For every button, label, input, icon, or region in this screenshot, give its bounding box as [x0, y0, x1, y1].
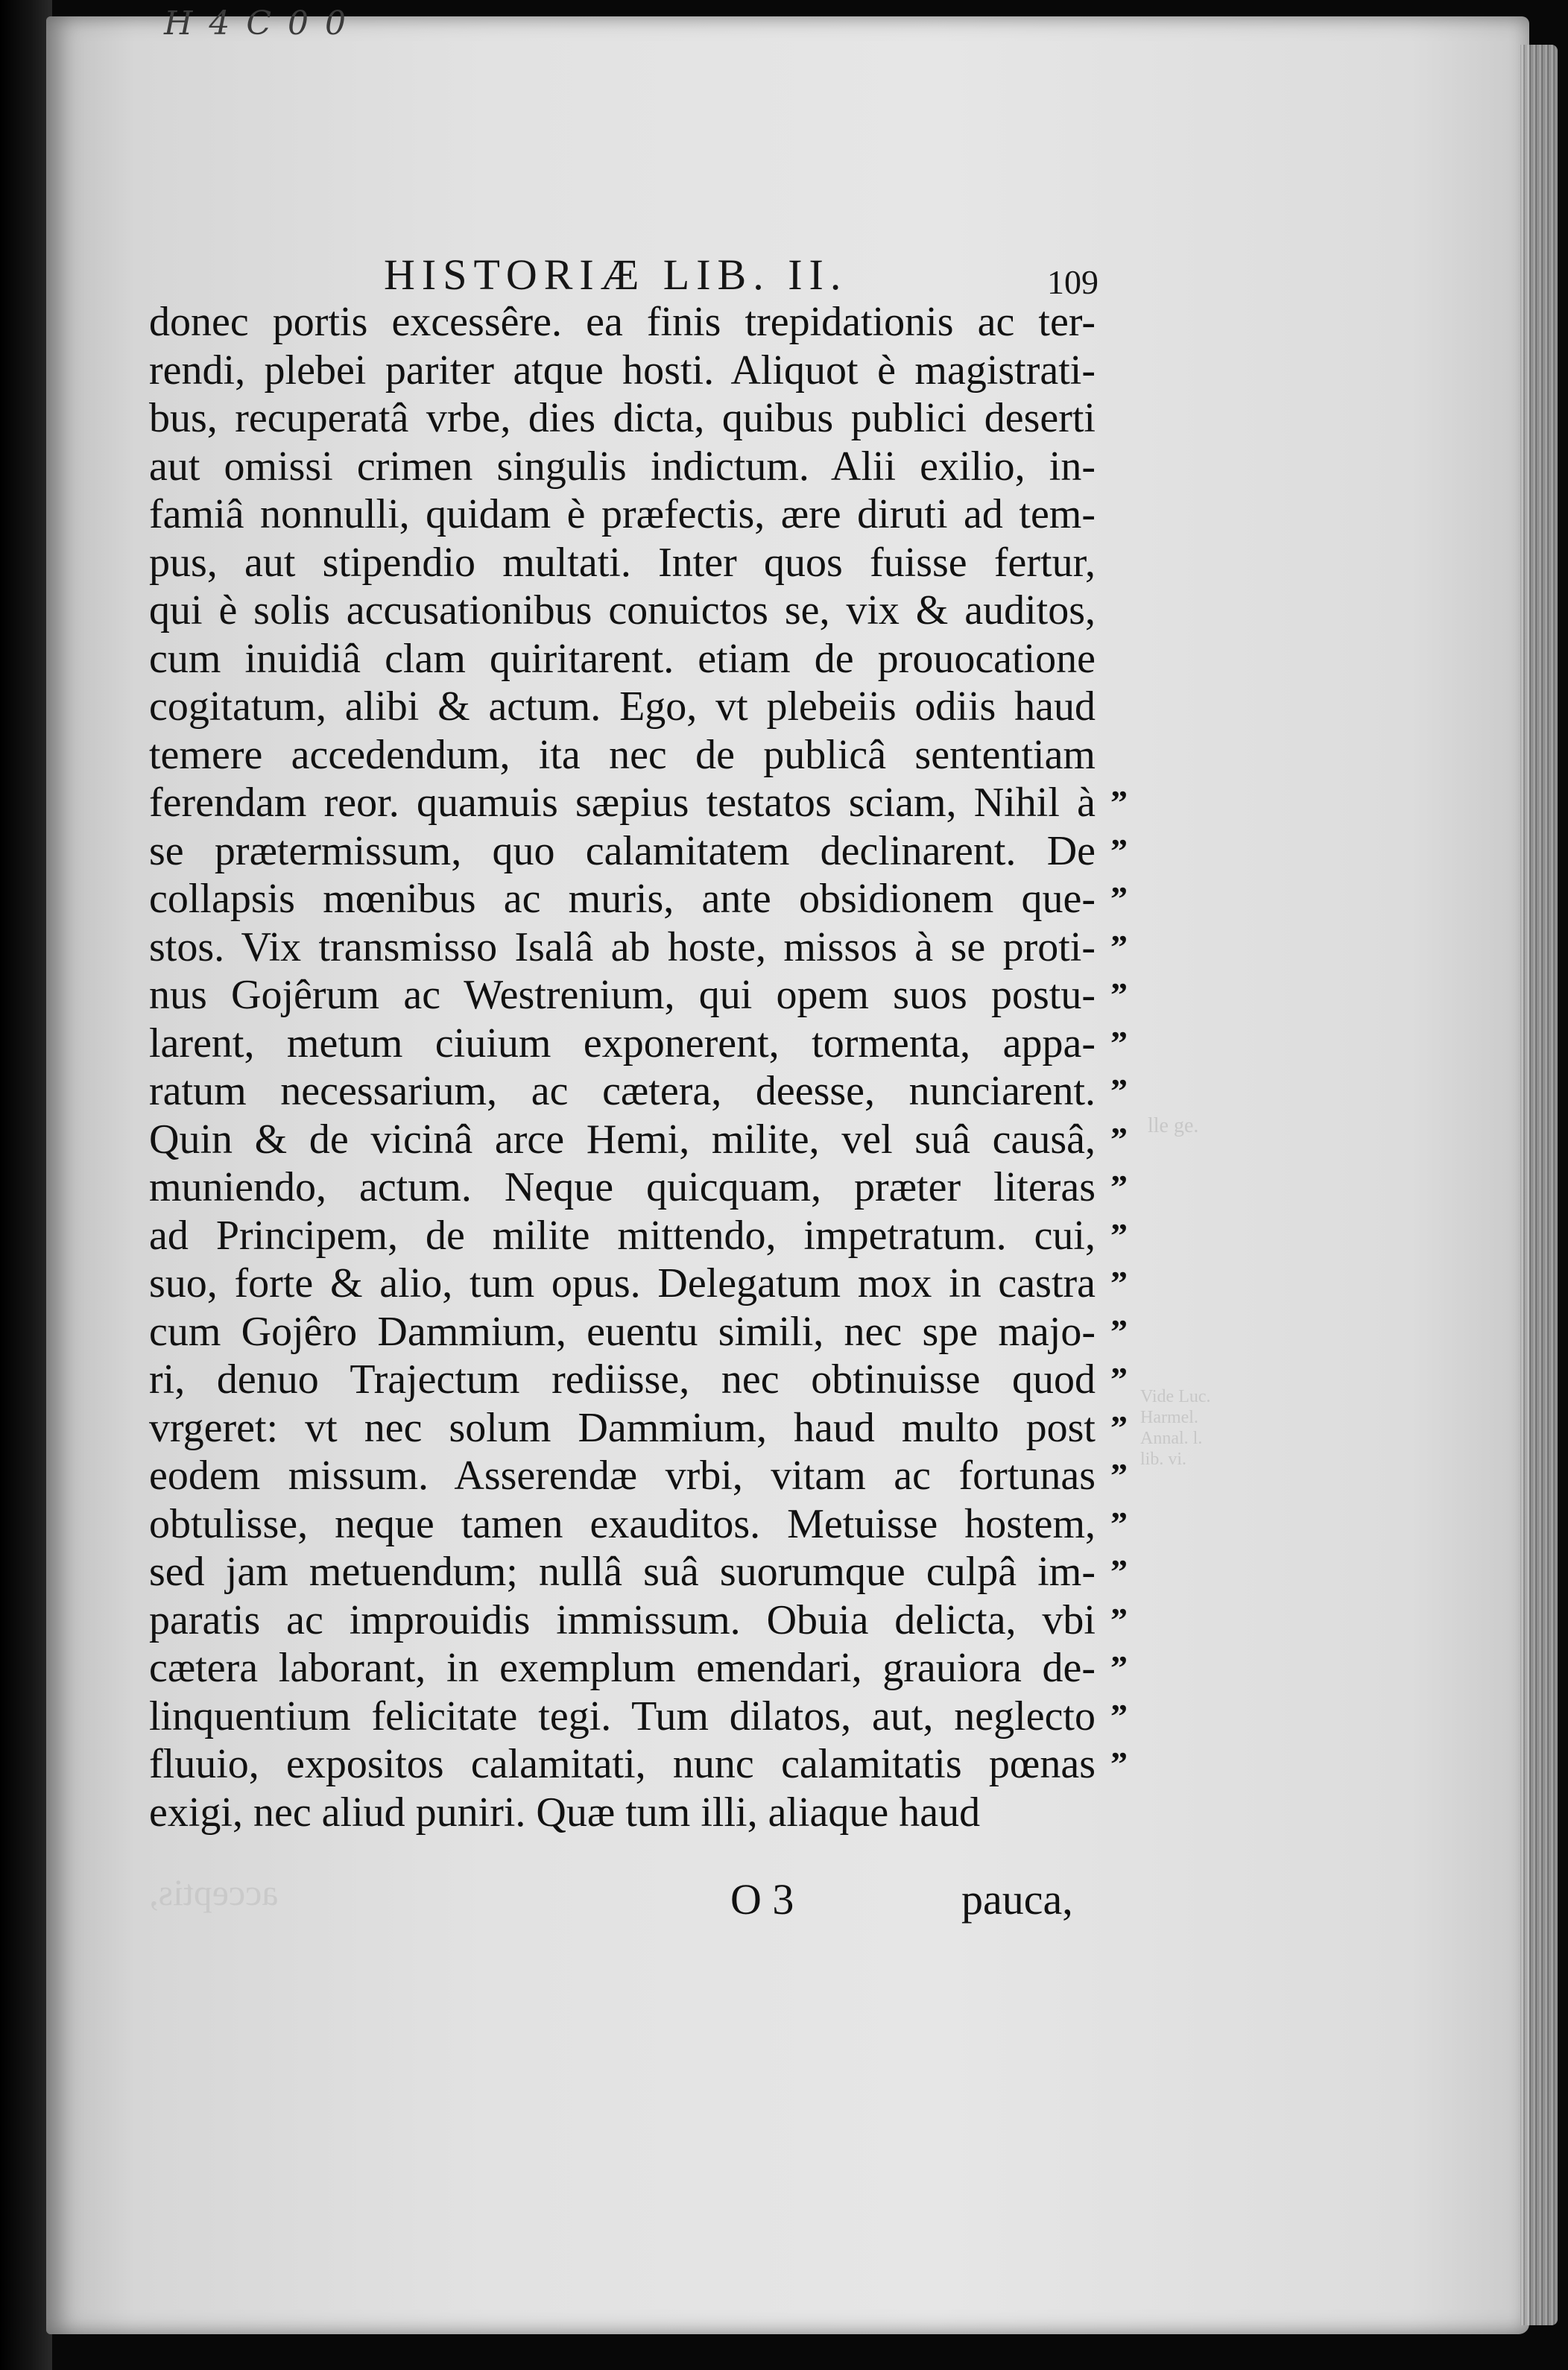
text-line: pus, aut stipendio multati. Inter quos fuisse fertur, — [149, 539, 1096, 586]
catchword: pauca, — [961, 1875, 1073, 1924]
quotation-mark: ” — [1110, 1696, 1128, 1735]
text-line: ferendam reor. quamuis sæpius testatos sciam, Nihil à ” — [149, 780, 1128, 826]
text-line: se prætermissum, quo calamitatem declinarent. De ” — [149, 827, 1128, 874]
text-line: cum Gojêro Dammium, euentu simili, nec spe majo- ” — [149, 1308, 1128, 1355]
text-line: Quin & de vicinâ arce Hemi, milite, vel suâ causâ, ” — [149, 1116, 1128, 1163]
quotation-mark: ” — [1110, 1360, 1128, 1398]
quotation-mark: ” — [1110, 1023, 1128, 1062]
text-line: ad Principem, de milite mittendo, impetratum. cui, ” — [149, 1212, 1128, 1259]
page-edges — [1520, 45, 1558, 2325]
shelfmark: H 4 C 0 0 — [164, 4, 349, 42]
text-line: cogitatum, alibi & actum. Ego, vt plebeiis odiis haud — [149, 683, 1096, 730]
text-line: exigi, nec aliud puniri. Quæ tum illi, aliaque haud — [149, 1789, 981, 1836]
quotation-mark: ” — [1110, 1456, 1128, 1494]
text-line: famiâ nonnulli, quidam è præfectis, ære diruti ad tem- — [149, 491, 1096, 537]
quotation-mark: ” — [1110, 1216, 1128, 1254]
show-through-margin-note: Vide Luc. Harmel. Annal. l. lib. vi. — [1140, 1387, 1211, 1469]
text-line: obtulisse, neque tamen exauditos. Metuisse hostem, ” — [149, 1500, 1128, 1547]
text-line: larent, metum ciuium exponerent, tormenta, appa- ” — [149, 1020, 1128, 1066]
quotation-mark: ” — [1110, 831, 1128, 870]
text-line: ratum necessarium, ac cætera, deesse, nunciarent. ” — [149, 1068, 1128, 1114]
text-line: bus, recuperatâ vrbe, dies dicta, quibus publici deserti — [149, 395, 1096, 441]
quotation-mark: ” — [1110, 1552, 1128, 1590]
quotation-mark: ” — [1110, 976, 1128, 1014]
text-line: paratis ac improuidis immissum. Obuia delicta, vbi ” — [149, 1596, 1128, 1643]
folio-number: 109 — [1047, 263, 1098, 301]
text-line: linquentium felicitate tegi. Tum dilatos, aut, neglecto ” — [149, 1693, 1128, 1739]
running-title: HISTORIÆ LIB. II. — [384, 250, 848, 299]
quotation-mark: ” — [1110, 1312, 1128, 1350]
show-through-margin: lle ge. — [1148, 1114, 1199, 1137]
quotation-mark: ” — [1110, 1168, 1128, 1206]
quotation-mark: ” — [1110, 879, 1128, 917]
quotation-mark: ” — [1110, 1119, 1128, 1158]
text-line: muniendo, actum. Neque quicquam, præter literas ” — [149, 1164, 1128, 1210]
text-line: stos. Vix transmisso Isalâ ab hoste, missos à se proti- ” — [149, 923, 1128, 970]
text-line: vrgeret: vt nec solum Dammium, haud multo post ” — [149, 1404, 1128, 1451]
text-line: donec portis excessêre. ea finis trepidationis ac ter- — [149, 299, 1096, 345]
text-line: collapsis mœnibus ac muris, ante obsidionem que- ” — [149, 876, 1128, 922]
body-text — [149, 298, 1222, 1836]
quotation-mark: ” — [1110, 1649, 1128, 1687]
quotation-mark: ” — [1110, 1600, 1128, 1639]
show-through-bottom: acceptis, — [149, 1871, 279, 1913]
text-line: nus Gojêrum ac Westrenium, qui opem suos postu- ” — [149, 972, 1128, 1018]
text-line: qui è solis accusationibus conuictos se, vix & auditos, — [149, 587, 1096, 633]
text-line: fluuio, expositos calamitati, nunc calamitatis pœnas ” — [149, 1741, 1128, 1787]
text-line: cætera laborant, in exemplum emendari, grauiora de- ” — [149, 1645, 1128, 1691]
book-spine — [0, 0, 52, 2370]
text-line: rendi, plebei pariter atque hosti. Aliquot è magistrati- — [149, 347, 1096, 394]
quotation-mark: ” — [1110, 1408, 1128, 1447]
text-line: sed jam metuendum; nullâ suâ suorumque culpâ im- ” — [149, 1549, 1128, 1595]
quotation-mark: ” — [1110, 1264, 1128, 1302]
text-line: eodem missum. Asserendæ vrbi, vitam ac fortunas ” — [149, 1453, 1128, 1499]
quotation-mark: ” — [1110, 783, 1128, 821]
quotation-mark: ” — [1110, 927, 1128, 966]
text-line: suo, forte & alio, tum opus. Delegatum mox in castra ” — [149, 1260, 1128, 1306]
signature-mark: O 3 — [730, 1875, 794, 1924]
text-line: ri, denuo Trajectum rediisse, nec obtinuisse quod ” — [149, 1356, 1128, 1403]
text-line: cum inuidiâ clam quiritarent. etiam de prouocatione — [149, 635, 1096, 682]
text-line: temere accedendum, ita nec de publicâ sententiam — [149, 731, 1096, 778]
quotation-mark: ” — [1110, 1504, 1128, 1543]
quotation-mark: ” — [1110, 1072, 1128, 1110]
quotation-mark: ” — [1110, 1745, 1128, 1783]
text-line: aut omissi crimen singulis indictum. Alii exilio, in- — [149, 443, 1096, 490]
